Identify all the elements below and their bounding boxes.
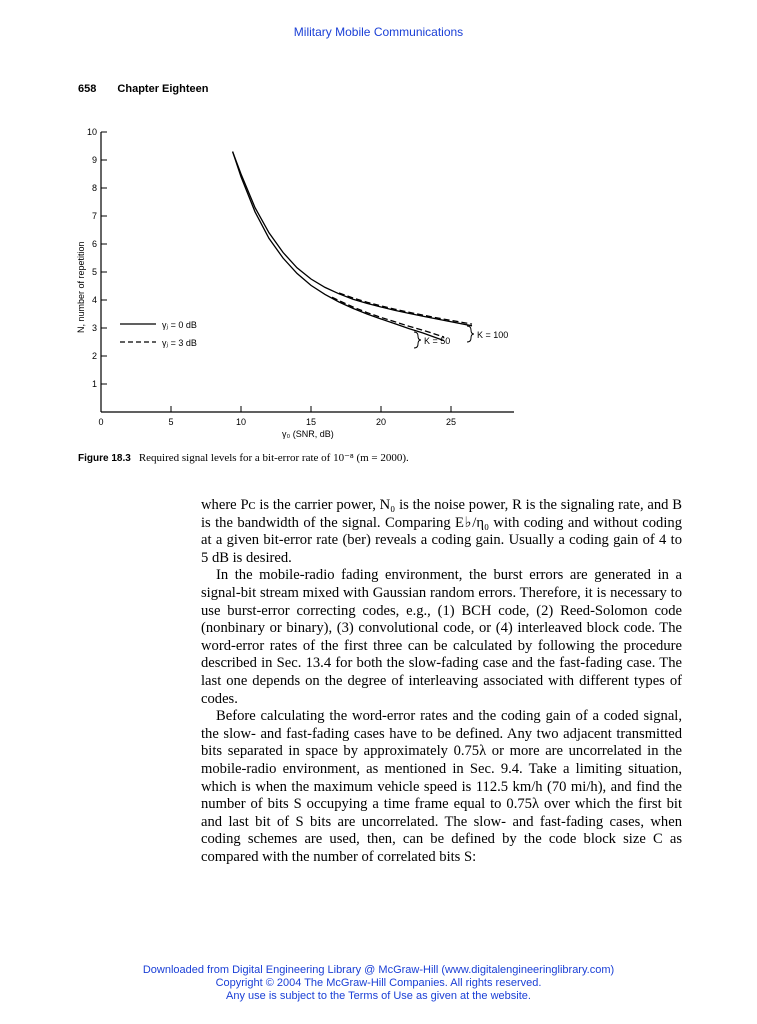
y-tick-label: 8 <box>91 183 97 193</box>
x-axis-label: γ₀ (SNR, dB) <box>282 429 334 439</box>
series-line-3 <box>233 152 444 341</box>
footer-line-1[interactable]: Downloaded from Digital Engineering Library @ McGraw-Hill (www.digitalengineeringlibrary.com) <box>142 964 615 976</box>
y-axis-label: N, number of repetition <box>76 241 86 333</box>
footer-line-2: Copyright © 2004 The McGraw-Hill Companies. All rights reserved. <box>215 977 542 989</box>
legend-label-dashed: γⱼ = 3 dB <box>162 338 197 348</box>
paragraph-2: In the mobile-radio fading environment, the burst errors are generated in a signal-bit stream mixed with Gaussian random errors. Therefore, it is necessary to use burst-error correcting codes, e.g., (1) BCH code, (2) Reed-Solomon code (nonbinary or binary), (3) convolutional code, or (4) interleaved block code. The word-error rates of the first three can be calculated by following the procedure described in Sec. 13.4 for both the slow-fading case and the fast-fading case. The last one depends on the degree of interleaving associated with different types of codes. <box>201 567 682 707</box>
x-tick-label: 25 <box>445 417 457 427</box>
chart-axes <box>101 132 514 412</box>
x-tick-label: 15 <box>305 417 317 427</box>
page-header <box>78 83 209 95</box>
series-line-2 <box>339 293 472 324</box>
figure-chart <box>70 118 530 443</box>
x-tick-label: 5 <box>168 417 174 427</box>
chart-series <box>233 152 472 341</box>
brace-k100 <box>467 326 474 342</box>
figure-caption-text: Required signal levels for a bit-error rate of 10⁻⁸ (m = 2000). <box>138 452 409 464</box>
y-tick-label: 4 <box>91 295 97 305</box>
y-tick-label: 10 <box>86 127 97 137</box>
chart-legend <box>120 320 197 348</box>
x-tick-label: 0 <box>98 417 104 427</box>
footer-line-3: Any use is subject to the Terms of Use as given at the website. <box>226 990 531 1002</box>
footer[interactable] <box>0 964 757 1003</box>
top-link[interactable]: Military Mobile Communications <box>293 25 464 39</box>
paragraph-1: where Pᴄ is the carrier power, N₀ is the noise power, R is the signaling rate, and B is the bandwidth of the signal. Comparing E♭/η₀ with coding and without coding at a given bit-error rate (ber) reveals a coding gain. Usually a coding gain of 4 to 5 dB is desired. <box>201 497 682 566</box>
page-number: 658 <box>78 83 97 95</box>
chart-ticks <box>87 127 456 427</box>
y-tick-label: 5 <box>91 267 97 277</box>
brace-k50 <box>414 332 421 348</box>
paragraph-3: Before calculating the word-error rates and the coding gain of a coded signal, the slow- and fast-fading cases have to be defined. Any two adjacent transmitted bits separated in space by approximately 0.75λ or more are uncorrelated in the mobile-radio environment, as mentioned in Sec. 9.4. Take a limiting situation, which is when the maximum vehicle speed is 112.5 km/h (70 mi/h), and find the number of bits S occupying a time frame equal to 0.75λ over which the first bit and last bit of S bits are uncorrelated. The slow- and fast-fading cases, when coding schemes are used, then, can be defined by the code block size C as compared with the number of correlated bits S: <box>201 708 682 865</box>
figure-caption <box>78 451 718 464</box>
y-tick-label: 3 <box>91 323 97 333</box>
figure-label: Figure 18.3 <box>78 453 131 464</box>
chapter-title: Chapter Eighteen <box>117 83 209 95</box>
x-tick-label: 10 <box>235 417 247 427</box>
legend-label-solid: γⱼ = 0 dB <box>162 320 197 330</box>
body-text <box>201 497 682 866</box>
y-tick-label: 9 <box>91 155 97 165</box>
annotation-k100: K = 100 <box>477 330 509 340</box>
chart-annotations <box>414 326 508 348</box>
y-tick-label: 1 <box>91 379 97 389</box>
annotation-k50: K = 50 <box>424 336 451 346</box>
y-tick-label: 2 <box>91 351 97 361</box>
y-tick-label: 6 <box>91 239 97 249</box>
x-tick-label: 20 <box>375 417 387 427</box>
y-tick-label: 7 <box>91 211 97 221</box>
